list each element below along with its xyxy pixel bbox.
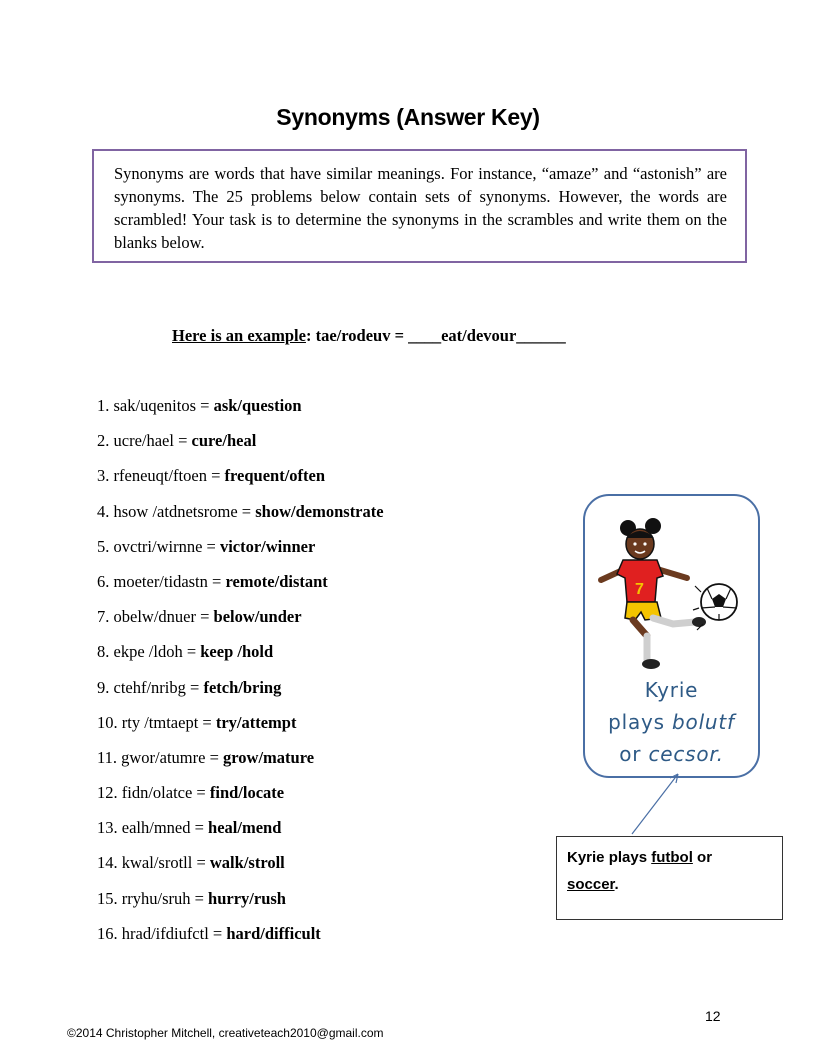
footer-copyright: ©2014 Christopher Mitchell, creativeteach2010@gmail.com xyxy=(67,1026,384,1040)
problem-item xyxy=(97,888,384,923)
problem-prompt: 16. hrad/ifdiufctl = xyxy=(97,923,227,943)
answer-suffix: . xyxy=(614,876,619,893)
problem-item xyxy=(97,641,384,676)
problem-item xyxy=(97,536,384,571)
intro-text: Synonyms are words that have similar meanings. For instance, “amaze” and “astonish” are synonyms. The 25 problems below contain sets of synonyms. However, the words are scrambled! Your task is to determine the synonyms in the scrambles and write them on the blanks below. xyxy=(114,164,727,252)
problem-item xyxy=(97,430,384,465)
problem-item xyxy=(97,923,384,958)
problem-item xyxy=(97,747,384,782)
problem-answer: walk/stroll xyxy=(209,853,285,873)
problem-prompt: 15. rryhu/sruh = xyxy=(97,888,209,908)
card-line-2-prefix: plays xyxy=(608,710,673,734)
example-scramble: tae/rodeuv = xyxy=(315,326,409,345)
answer-word-2: soccer xyxy=(567,876,615,893)
problem-answer: cure/heal xyxy=(191,431,257,451)
problem-answer: remote/distant xyxy=(225,571,328,591)
page-title: Synonyms (Answer Key) xyxy=(276,104,540,130)
card-caption xyxy=(585,674,758,770)
problem-item xyxy=(97,817,384,852)
problem-prompt: 1. sak/uqenitos = xyxy=(97,396,214,415)
problem-prompt: 7. obelw/dnuer = xyxy=(97,607,214,627)
problem-prompt: 8. ekpe /ldoh = xyxy=(97,642,201,662)
card-line-3-word: cecsor. xyxy=(648,742,724,766)
example-label: Here is an example xyxy=(172,326,306,345)
example-colon: : xyxy=(305,326,316,345)
problem-item xyxy=(97,782,384,817)
answer-word-1: futbol xyxy=(651,849,693,866)
problem-item xyxy=(97,852,384,887)
answer-middle: or xyxy=(692,849,713,866)
problem-answer: grow/mature xyxy=(223,747,315,767)
problem-answer: victor/winner xyxy=(219,536,316,556)
problem-prompt: 6. moeter/tidastn = xyxy=(97,571,226,591)
problem-item xyxy=(97,501,384,536)
problem-prompt: 11. gwor/atumre = xyxy=(97,747,223,767)
problem-answer: show/demonstrate xyxy=(255,501,384,521)
problem-answer: below/under xyxy=(213,607,302,627)
problem-item xyxy=(97,677,384,712)
pointer-arrow xyxy=(620,768,690,838)
soccer-girl-illustration xyxy=(595,514,745,674)
problem-prompt: 5. ovctri/wirnne = xyxy=(97,536,220,556)
problem-prompt: 14. kwal/srotll = xyxy=(97,853,210,873)
problem-item xyxy=(97,712,384,747)
problem-prompt: 13. ealh/mned = xyxy=(97,818,209,838)
problem-prompt: 3. rfeneuqt/ftoen = xyxy=(97,466,225,486)
problem-item xyxy=(97,606,384,641)
answer-box xyxy=(556,836,783,920)
problem-answer: find/locate xyxy=(209,783,285,803)
example-line xyxy=(172,326,566,346)
problem-answer: frequent/often xyxy=(224,466,326,486)
problem-answer: fetch/bring xyxy=(203,677,282,697)
problem-prompt: 9. ctehf/nribg = xyxy=(97,677,204,697)
example-blank-after: ______ xyxy=(516,326,566,345)
page-number: 12 xyxy=(705,1008,721,1024)
problem-item xyxy=(97,395,384,430)
problem-answer: hard/difficult xyxy=(226,923,321,943)
card-line-2 xyxy=(585,706,758,738)
kyrie-card xyxy=(583,494,760,778)
card-line-1: Kyrie xyxy=(644,678,699,702)
card-line-3-prefix: or xyxy=(619,742,649,766)
problem-answer: ask/question xyxy=(213,396,302,415)
problem-prompt: 10. rty /tmtaept = xyxy=(97,712,216,732)
intro-box xyxy=(92,149,747,263)
example-answer: eat/devour xyxy=(441,326,517,345)
problem-item xyxy=(97,465,384,500)
problem-answer: keep /hold xyxy=(200,642,274,662)
jersey-number: 7 xyxy=(635,581,644,598)
problem-answer: try/attempt xyxy=(215,712,297,732)
problem-prompt: 2. ucre/hael = xyxy=(97,431,192,451)
example-blank-before: ____ xyxy=(408,326,442,345)
problem-answer: heal/mend xyxy=(208,818,282,838)
problems-list xyxy=(97,395,384,958)
problem-prompt: 4. hsow /atdnetsrome = xyxy=(97,501,256,521)
problem-item xyxy=(97,571,384,606)
problem-answer: hurry/rush xyxy=(208,888,286,908)
card-line-2-word: bolutf xyxy=(672,710,735,734)
answer-prefix: Kyrie plays xyxy=(567,849,652,866)
card-line-3 xyxy=(585,738,758,770)
problem-prompt: 12. fidn/olatce = xyxy=(97,783,210,803)
